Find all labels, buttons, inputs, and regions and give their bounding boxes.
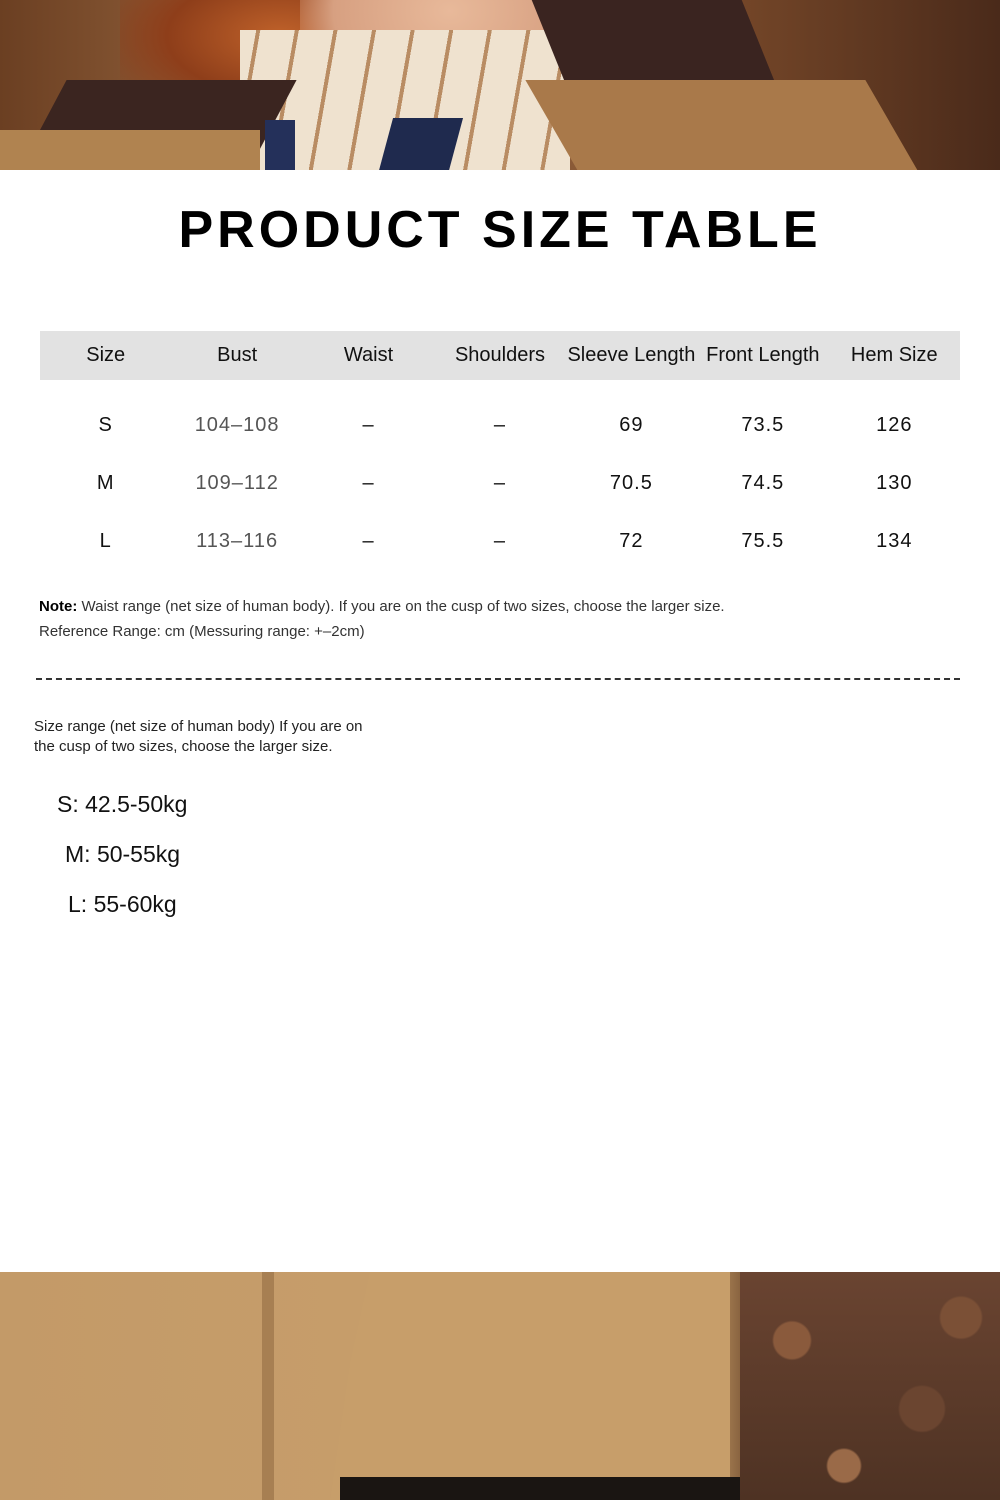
cell-front-length: 74.5 bbox=[741, 471, 785, 494]
note-line bbox=[39, 594, 725, 619]
cell-sleeve-length: 72 bbox=[619, 529, 644, 552]
cell-bust: 109–112 bbox=[195, 471, 279, 494]
dashed-divider bbox=[36, 678, 960, 680]
cell-bust: 104–108 bbox=[194, 413, 280, 436]
size-table bbox=[40, 331, 960, 570]
header-waist: Waist bbox=[343, 344, 394, 366]
table-row bbox=[40, 454, 960, 512]
page-title: PRODUCT SIZE TABLE bbox=[178, 201, 822, 259]
cell-hem-size: 130 bbox=[876, 471, 913, 494]
table-header-row bbox=[40, 331, 960, 380]
cell-sleeve-length: 70.5 bbox=[609, 471, 653, 494]
cell-hem-size: 126 bbox=[876, 413, 913, 436]
cell-hem-size: 134 bbox=[876, 529, 913, 552]
size-note bbox=[39, 594, 725, 644]
table-row bbox=[40, 512, 960, 570]
size-range-note: Size range (net size of human body) If you are on the cusp of two sizes, choose the larger size. bbox=[34, 718, 363, 755]
top-product-photo bbox=[0, 0, 1000, 170]
header-bust: Bust bbox=[217, 344, 258, 366]
cell-front-length: 73.5 bbox=[741, 413, 785, 436]
cell-waist: – bbox=[362, 413, 375, 436]
header-shoulders: Shoulders bbox=[454, 344, 545, 366]
bottom-product-photo bbox=[0, 1272, 1000, 1500]
header-hem-size: Hem Size bbox=[850, 344, 938, 366]
header-sleeve-length: Sleeve Length bbox=[567, 344, 696, 366]
note-text: Waist range (net size of human body). If you are on the cusp of two sizes, choose the larger size. bbox=[81, 598, 725, 615]
cell-front-length: 75.5 bbox=[741, 529, 785, 552]
cell-bust: 113–116 bbox=[196, 529, 279, 552]
cell-shoulders: – bbox=[493, 413, 507, 436]
header-front-length: Front Length bbox=[706, 344, 820, 366]
cell-shoulders: – bbox=[493, 529, 507, 552]
cell-waist: – bbox=[362, 471, 375, 494]
note-reference: Reference Range: cm (Messuring range: +–2cm) bbox=[39, 623, 365, 640]
cell-waist: – bbox=[362, 529, 375, 552]
cell-size: M bbox=[96, 471, 115, 494]
weight-item-m: M: 50-55kg bbox=[65, 841, 181, 867]
header-size: Size bbox=[86, 344, 126, 366]
cell-size: S bbox=[98, 413, 113, 436]
table-row bbox=[40, 380, 960, 454]
cell-sleeve-length: 69 bbox=[619, 413, 644, 436]
weight-item-l: L: 55-60kg bbox=[68, 891, 177, 917]
note-label: Note: bbox=[39, 598, 78, 615]
weight-list bbox=[57, 787, 187, 937]
weight-item-s: S: 42.5-50kg bbox=[57, 791, 188, 817]
cell-size: L bbox=[99, 529, 112, 552]
cell-shoulders: – bbox=[493, 471, 507, 494]
